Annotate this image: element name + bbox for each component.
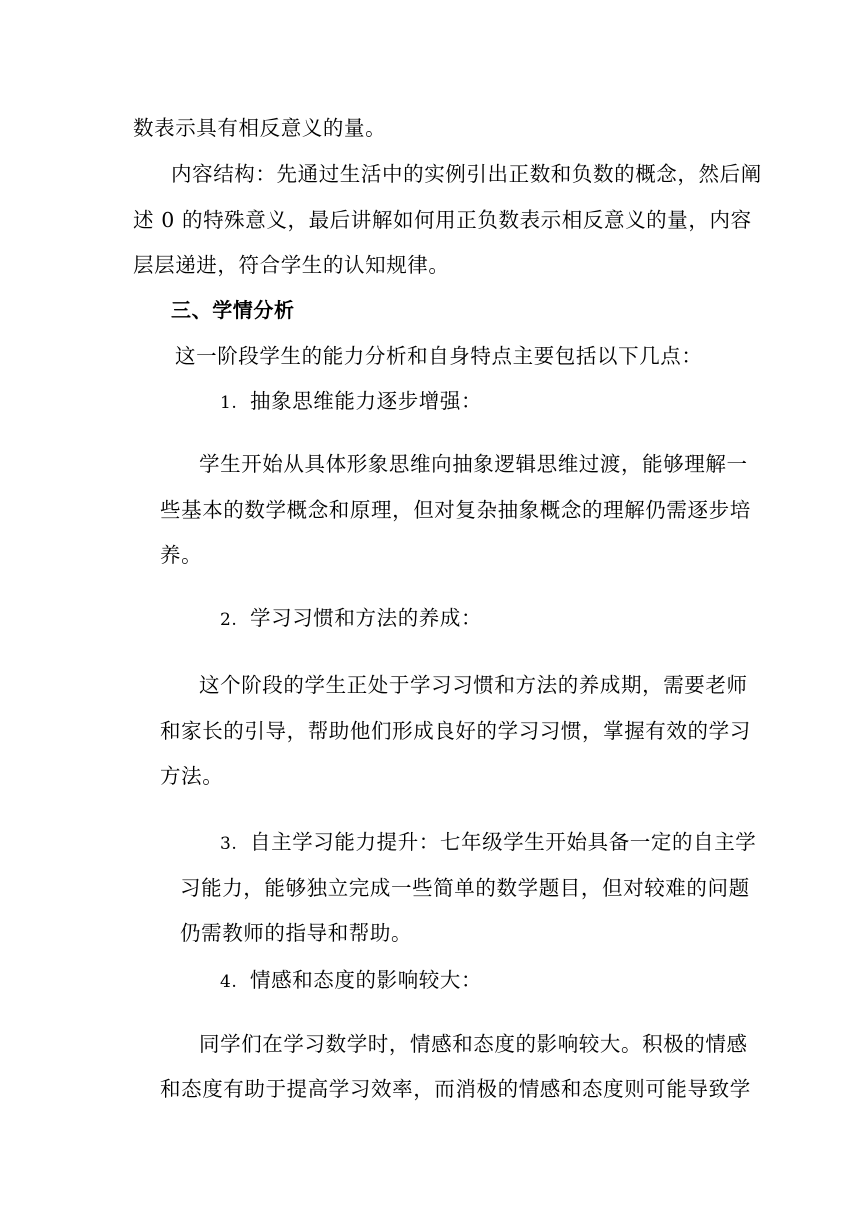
list-number: 4. [220,972,238,992]
paragraph-line: 和态度有助于提高学习效率，而消极的情感和态度则可能导致学 [160,1077,751,1101]
paragraph-line: 仍需教师的指导和帮助。 [180,921,413,945]
list-item-title [220,966,482,996]
paragraph-line: 养。 [160,543,203,567]
paragraph-line: 和家长的引导，帮助他们形成良好的学习习惯，掌握有效的学习 [160,719,751,743]
list-item-label: 情感和态度的影响较大： [250,968,483,992]
paragraph-line: 学生开始从具体形象思维向抽象逻辑思维过渡，能够理解一 [199,452,748,476]
list-item-label: 自主学习能力提升：七年级学生开始具备一定的自主学 [250,830,757,854]
list-number: 1. [220,393,238,413]
list-item-title [220,387,482,417]
list-item-title [220,604,482,634]
list-item-title [220,828,756,858]
paragraph-line: 方法。 [160,764,224,788]
paragraph-line: 内容结构：先通过生活中的实例引出正数和负数的概念，然后阐 [171,162,762,186]
paragraph-line: 层层递进，符合学生的认知规律。 [133,253,450,277]
paragraph-line: 述 0 的特殊意义，最后讲解如何用正负数表示相反意义的量，内容 [133,208,752,232]
paragraph-line: 习能力，能够独立完成一些简单的数学题目，但对较难的问题 [180,876,750,900]
list-item-label: 抽象思维能力逐步增强： [250,389,483,413]
list-number: 2. [220,610,238,630]
paragraph-line: 数表示具有相反意义的量。 [133,116,387,140]
section-heading: 三、学情分析 [171,298,295,322]
paragraph-line: 这个阶段的学生正处于学习习惯和方法的养成期，需要老师 [199,673,748,697]
list-item-label: 学习习惯和方法的养成： [250,606,483,630]
paragraph-line: 些基本的数学概念和原理，但对复杂抽象概念的理解仍需逐步培 [160,498,751,522]
section-intro: 这一阶段学生的能力分析和自身特点主要包括以下几点： [175,344,703,368]
paragraph-line: 同学们在学习数学时，情感和态度的影响较大。积极的情感 [199,1032,748,1056]
list-number: 3. [220,834,238,854]
